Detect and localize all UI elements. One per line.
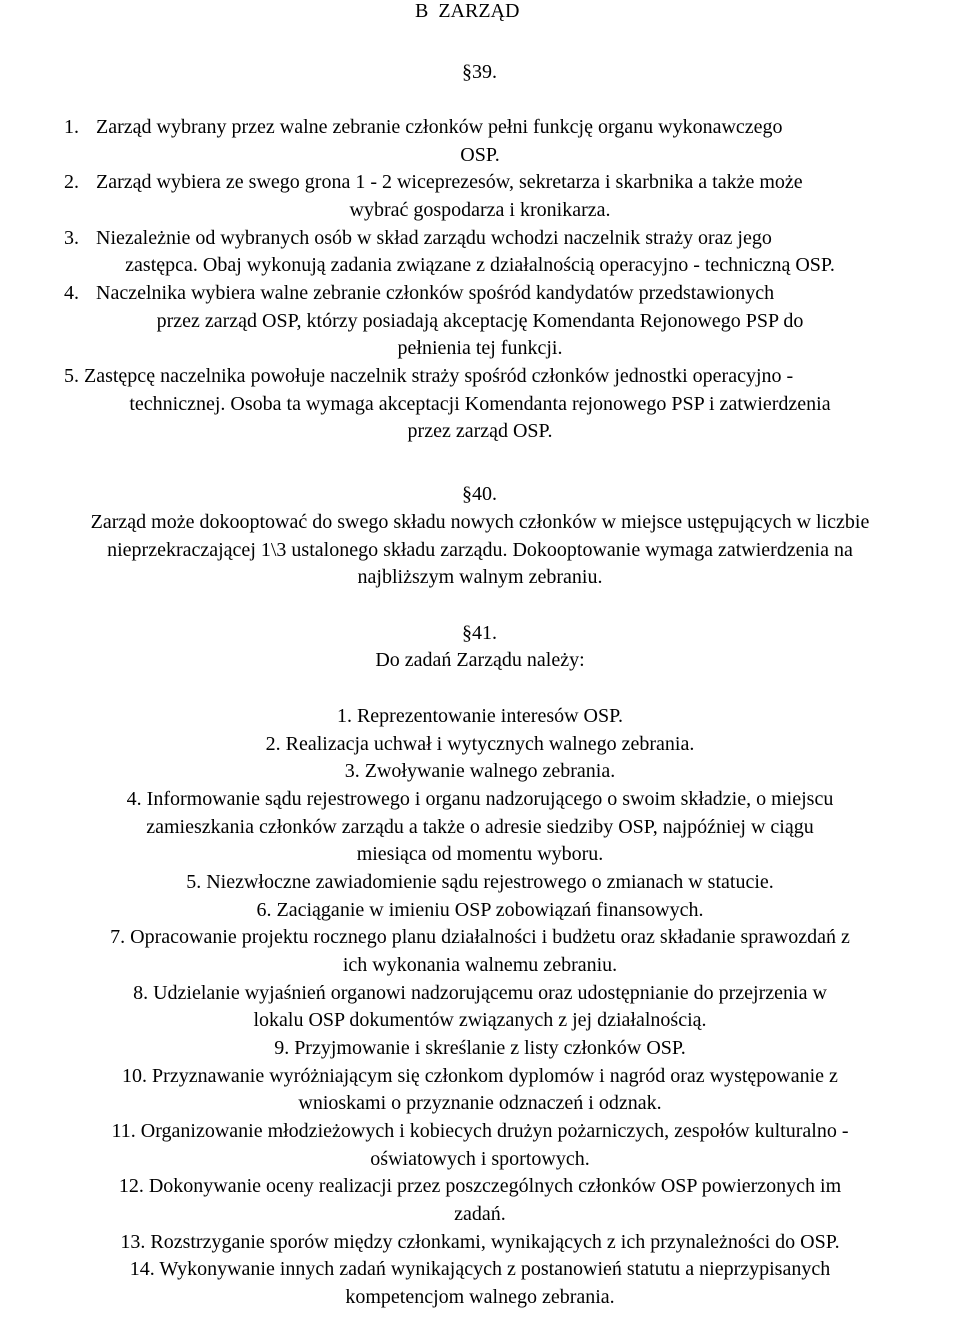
p39-item-2-line-2: wybrać gospodarza i kronikarza.	[349, 199, 611, 221]
p40-line-2: nieprzekraczającej 1\3 ustalonego składu zarządu. Dokooptowanie wymaga zatwierdzenia na	[107, 539, 853, 561]
p41-item-2	[0, 731, 960, 759]
p41-item-13-number: 13.	[120, 1231, 146, 1253]
p41-item-11-number: 11.	[111, 1120, 136, 1142]
p41-item-4-line-1	[0, 786, 960, 814]
p41-item-5-text: Niezwłoczne zawiadomienie sądu rejestrowego o zmianach w statucie.	[206, 871, 774, 893]
p39-item-2-line-1: Zarząd wybiera ze swego grona 1 - 2 wiceprezesów, sekretarza i skarbnika a także może	[96, 171, 803, 193]
p41-item-4-line-2: zamieszkania członków zarządu a także o adresie siedziby OSP, najpóźniej w ciągu	[146, 816, 814, 838]
p41-item-5-number: 5.	[186, 871, 202, 893]
p41-item-11-line-2: oświatowych i sportowych.	[370, 1148, 590, 1170]
p39-item-3-line-2: zastępca. Obaj wykonują zadania związane z działalnością operacyjno - techniczną OSP.	[125, 254, 835, 276]
p41-item-7-line-1	[0, 924, 960, 952]
p41-item-13-text: Rozstrzyganie sporów między członkami, wynikających z ich przynależności do OSP.	[150, 1231, 840, 1253]
paragraph-sign-40: §40.	[462, 483, 497, 505]
p41-item-5	[0, 869, 960, 897]
p41-item-10-line-2: wnioskami o przyznanie odznaczeń i odznak.	[298, 1092, 662, 1114]
p41-item-14-line-2: kompetencjom walnego zebrania.	[345, 1286, 615, 1308]
p39-item-2-number: 2.	[64, 171, 79, 193]
p39-item-5-line-1: Zastępcę naczelnika powołuje naczelnik straży spośród członków jednostki operacyjno -	[84, 365, 794, 387]
p41-item-1-text: Reprezentowanie interesów OSP.	[356, 705, 624, 727]
p41-item-1-number: 1.	[336, 705, 352, 727]
p41-item-9	[0, 1035, 960, 1063]
p41-item-14-text-1: Wykonywanie innych zadań wynikających z postanowień statutu a nieprzypisanych	[159, 1258, 831, 1280]
p41-item-13	[0, 1229, 960, 1257]
p41-item-14-number: 14.	[129, 1258, 155, 1280]
p41-item-12-number: 12.	[118, 1175, 144, 1197]
paragraph-sign-39: §39.	[462, 61, 497, 83]
p41-item-4-text-1: Informowanie sądu rejestrowego i organu nadzorującego o swoim składzie, o miejscu	[146, 788, 834, 810]
p39-item-4-line-1: Naczelnika wybiera walne zebranie członków spośród kandydatów przedstawionych	[96, 282, 775, 304]
p41-item-3-number: 3.	[344, 760, 360, 782]
p41-item-6	[0, 897, 960, 925]
p41-item-10-line-1	[0, 1063, 960, 1091]
p41-item-10-text-1: Przyznawanie wyróżniającym się członkom dyplomów i nagród oraz występowanie z	[152, 1065, 838, 1087]
p41-item-7-number: 7.	[110, 926, 126, 948]
p39-item-1-line-1: Zarząd wybrany przez walne zebranie członków pełni funkcję organu wykonawczego	[96, 116, 783, 138]
section-title: B ZARZĄD	[415, 0, 520, 22]
p39-item-5-number: 5.	[64, 365, 79, 387]
p41-item-7-line-2: ich wykonania walnemu zebraniu.	[342, 954, 618, 976]
p39-item-3-number: 3.	[64, 227, 79, 249]
p39-item-1-number: 1.	[64, 116, 79, 138]
p41-item-7-text-1: Opracowanie projektu rocznego planu działalności i budżetu oraz składanie sprawozdań z	[130, 926, 850, 948]
p39-item-1-line-2: OSP.	[460, 144, 500, 166]
p41-item-12-line-2: zadań.	[454, 1203, 506, 1225]
p41-item-12-text-1: Dokonywanie oceny realizacji przez poszczególnych członków OSP powierzonych im	[148, 1175, 842, 1197]
p41-item-9-text: Przyjmowanie i skreślanie z listy członków OSP.	[294, 1037, 686, 1059]
p39-item-4-line-3: pełnienia tej funkcji.	[397, 337, 563, 359]
p41-item-6-text: Zaciąganie w imieniu OSP zobowiązań finansowych.	[276, 899, 704, 921]
p41-item-9-number: 9.	[274, 1037, 290, 1059]
paragraph-sign-41: §41.	[462, 622, 497, 644]
p41-item-8-text-1: Udzielanie wyjaśnień organowi nadzorującemu oraz udostępnianie do przejrzenia w	[153, 982, 827, 1004]
p39-item-5-line-2: technicznej. Osoba ta wymaga akceptacji Komendanta rejonowego PSP i zatwierdzenia	[129, 393, 831, 415]
p41-item-6-number: 6.	[256, 899, 272, 921]
p41-item-1	[0, 703, 960, 731]
p41-item-8-line-1	[0, 980, 960, 1008]
p41-item-10-number: 10.	[122, 1065, 148, 1087]
p41-item-3-text: Zwoływanie walnego zebrania.	[364, 760, 616, 782]
p41-intro: Do zadań Zarządu należy:	[375, 649, 585, 671]
p39-item-4-line-2: przez zarząd OSP, którzy posiadają akceptację Komendanta Rejonowego PSP do	[156, 310, 804, 332]
p41-item-8-number: 8.	[133, 982, 149, 1004]
p41-item-2-number: 2.	[265, 733, 281, 755]
p41-item-11-text-1: Organizowanie młodzieżowych i kobiecych drużyn pożarniczych, zespołów kulturalno -	[140, 1120, 849, 1142]
p39-item-5-line-3: przez zarząd OSP.	[407, 420, 553, 442]
p40-line-3: najbliższym walnym zebraniu.	[357, 566, 603, 588]
p41-item-12-line-1	[0, 1173, 960, 1201]
p41-item-11-line-1	[0, 1118, 960, 1146]
p39-item-4-number: 4.	[64, 282, 79, 304]
p41-item-8-line-2: lokalu OSP dokumentów związanych z jej działalnością.	[253, 1009, 707, 1031]
p41-item-3	[0, 758, 960, 786]
p41-item-14-line-1	[0, 1256, 960, 1284]
p40-line-1: Zarząd może dokooptować do swego składu nowych członków w miejsce ustępujących w liczbie	[90, 511, 870, 533]
p41-item-4-line-3: miesiąca od momentu wyboru.	[356, 843, 604, 865]
p41-item-4-number: 4.	[126, 788, 142, 810]
p39-item-3-line-1: Niezależnie od wybranych osób w skład zarządu wchodzi naczelnik straży oraz jego	[96, 227, 772, 249]
p41-item-2-text: Realizacja uchwał i wytycznych walnego zebrania.	[285, 733, 695, 755]
